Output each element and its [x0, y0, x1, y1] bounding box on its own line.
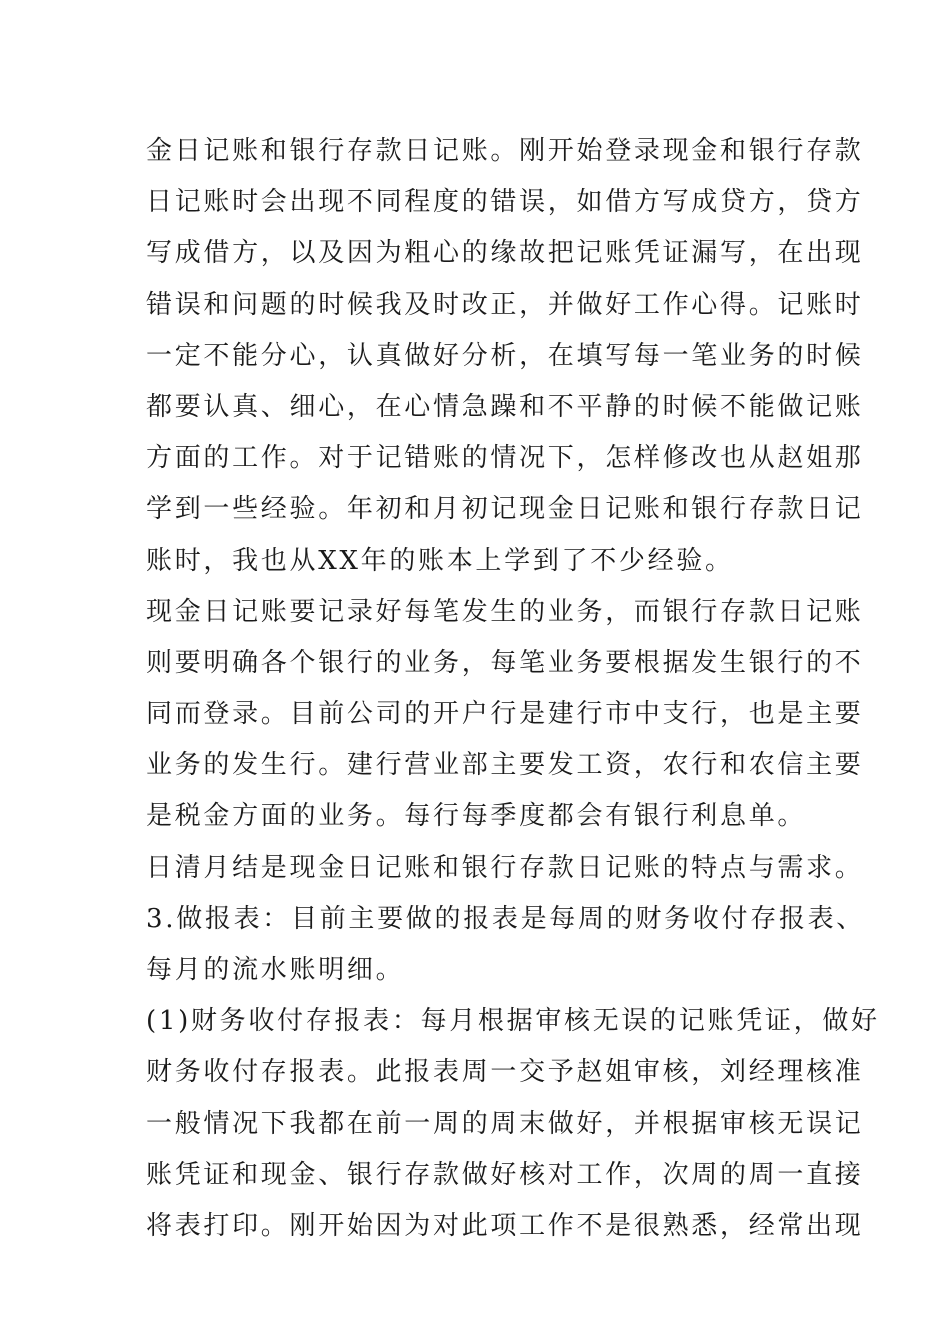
text-line: 日清月结是现金日记账和银行存款日记账的特点与需求。	[146, 852, 864, 883]
text-line: 写成借方，以及因为粗心的缘故把记账凭证漏写，在出现	[146, 238, 864, 269]
text-line: 一般情况下我都在前一周的周末做好，并根据审核无误记	[146, 1108, 864, 1139]
text-line: 每月的流水账明细。	[146, 955, 405, 985]
text-line: 将表打印。刚开始因为对此项工作不是很熟悉，经常出现	[146, 1210, 864, 1241]
text-line: 错误和问题的时候我及时改正，并做好工作心得。记账时	[146, 289, 864, 320]
text-line: 则要明确各个银行的业务，每笔业务要根据发生银行的不	[146, 647, 864, 678]
text-line: 同而登录。目前公司的开户行是建行市中支行，也是主要	[146, 699, 864, 730]
text-line: 账凭证和现金、银行存款做好核对工作，次周的周一直接	[146, 1159, 864, 1190]
text-line: 都要认真、细心，在心情急躁和不平静的时候不能做记账	[146, 391, 864, 422]
text-line: (1)财务收付存报表：每月根据审核无误的记账凭证，做好	[146, 1006, 880, 1037]
text-line: 3.做报表：目前主要做的报表是每周的财务收付存报表、	[146, 903, 866, 934]
text-line: 账时，我也从XX年的账本上学到了不少经验。	[146, 545, 734, 576]
text-line: 财务收付存报表。此报表周一交予赵姐审核，刘经理核准	[146, 1057, 864, 1088]
text-line: 是税金方面的业务。每行每季度都会有银行利息单。	[146, 801, 807, 832]
text-line: 现金日记账要记录好每笔发生的业务，而银行存款日记账	[146, 596, 864, 627]
text-line: 方面的工作。对于记错账的情况下，怎样修改也从赵姐那	[146, 443, 864, 474]
text-line: 金日记账和银行存款日记账。刚开始登录现金和银行存款	[146, 136, 864, 166]
text-line: 业务的发生行。建行营业部主要发工资，农行和农信主要	[146, 750, 864, 781]
text-line: 一定不能分心，认真做好分析，在填写每一笔业务的时候	[146, 340, 864, 371]
text-line: 日记账时会出现不同程度的错误，如借方写成贷方，贷方	[146, 187, 864, 218]
text-line: 学到一些经验。年初和月初记现金日记账和银行存款日记	[146, 494, 864, 525]
document-body	[146, 126, 880, 1252]
